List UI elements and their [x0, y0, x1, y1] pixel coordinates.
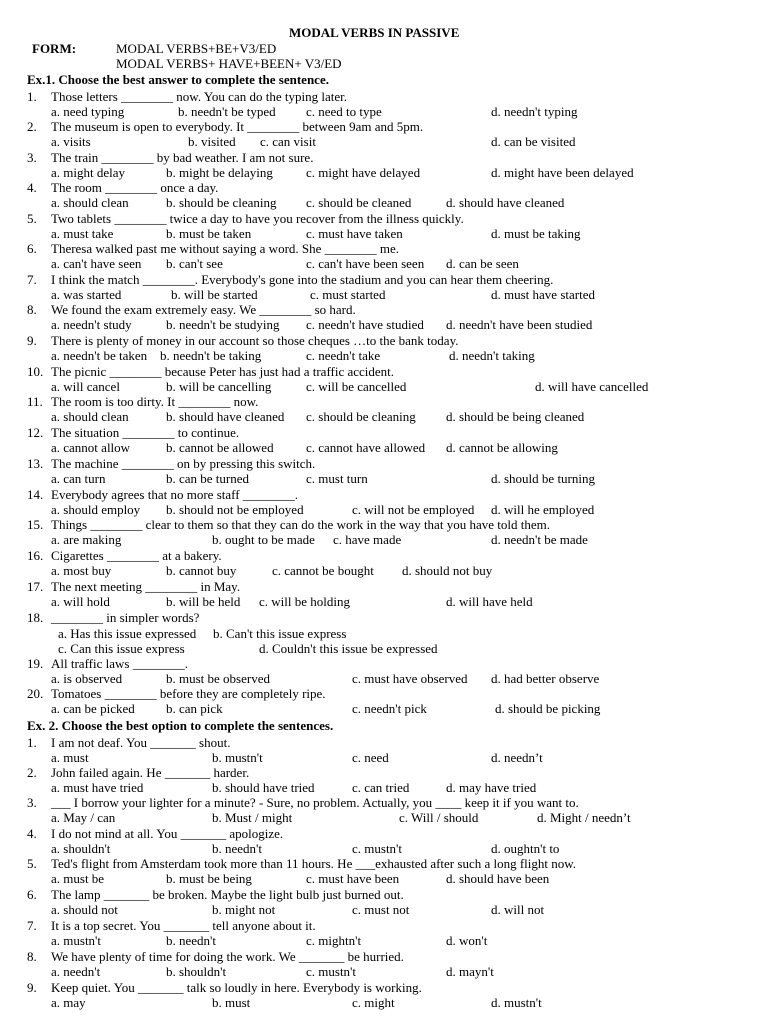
ex1-answer-option: c. must started [310, 287, 386, 302]
ex1-answer-option: c. have made [333, 532, 402, 547]
ex2-answer-option: d. may have tried [446, 780, 537, 795]
ex1-question-text: I think the match ________. Everybody's gone into the stadium and you can hear them cheering. [51, 272, 554, 287]
ex2-question-number: 8. [27, 949, 37, 964]
ex1-question-number: 16. [27, 548, 44, 563]
ex1-answer-option: d. might have been delayed [491, 165, 634, 180]
ex1-answer-option: c. might have delayed [306, 165, 421, 180]
ex1-answer-option: b. needn't be studying [166, 317, 280, 332]
ex1-answer-option: c. must turn [306, 471, 368, 486]
ex1-question-text: The situation ________ to continue. [51, 425, 240, 440]
ex1-answer-option: b. should not be employed [166, 502, 304, 517]
ex2-answer-option: d. Might / needn’t [537, 810, 631, 825]
ex2-answer-option: d. won't [446, 933, 488, 948]
ex1-question-number: 2. [27, 119, 37, 134]
ex1-question-text: We found the exam extremely easy. We ________ so hard. [51, 302, 356, 317]
ex2-answer-option: b. must [212, 995, 251, 1010]
ex2-answer-option: d. mayn't [446, 964, 494, 979]
ex1-answer-option: a. must take [51, 226, 114, 241]
ex1-answer-option: a. will hold [51, 594, 110, 609]
ex1-answer-option: c. cannot be bought [272, 563, 374, 578]
ex1-answer-option: c. will not be employed [352, 502, 475, 517]
ex1-answer-option: c. needn't have studied [306, 317, 424, 332]
ex1-question-number: 14. [27, 487, 44, 502]
ex2-answer-option: a. needn't [51, 964, 101, 979]
ex2-answer-option: b. must be being [166, 871, 252, 886]
ex2-question-text: I do not mind at all. You _______ apologize. [51, 826, 284, 841]
ex1-question-number: 3. [27, 150, 37, 165]
ex2-answer-option: d. will not [491, 902, 545, 917]
ex1-answer-option: a. most buy [51, 563, 112, 578]
ex1-question-number: 6. [27, 241, 37, 256]
ex1-answer-option: d. should have cleaned [446, 195, 565, 210]
ex2-answer-option: b. needn't [166, 933, 216, 948]
ex1-answer-option: a. needn't be taken [51, 348, 148, 363]
ex1-answer-option: a. is observed [51, 671, 123, 686]
ex1-answer-option: d. needn't be made [491, 532, 588, 547]
ex2-answer-option: c. mustn't [306, 964, 357, 979]
ex2-question-text: Keep quiet. You _______ talk so loudly in here. Everybody is working. [51, 980, 422, 995]
ex2-answer-option: b. needn't [212, 841, 262, 856]
ex2-answer-option: a. must be [51, 871, 105, 886]
ex1-question-number: 20. [27, 686, 44, 701]
exercise-2-heading: Ex. 2. Choose the best option to complete the sentences. [27, 718, 334, 733]
ex1-answer-option: b. visited [188, 134, 236, 149]
ex1-question-number: 15. [27, 517, 44, 532]
ex1-question-number: 13. [27, 456, 44, 471]
ex1-answer-option: d. must have started [491, 287, 595, 302]
ex1-answer-option: b. needn't be taking [160, 348, 262, 363]
ex2-answer-option: c. Will / should [399, 810, 479, 825]
ex1-answer-option: d. needn't have been studied [446, 317, 593, 332]
ex1-answer-option: c. can't have been seen [306, 256, 425, 271]
exercise-1-heading: Ex.1. Choose the best answer to complete the sentence. [27, 72, 329, 87]
ex1-question-text: The next meeting ________ in May. [51, 579, 241, 594]
ex2-answer-option: a. should not [51, 902, 118, 917]
ex1-answer-option: d. can be seen [446, 256, 519, 271]
ex2-answer-option: b. should have tried [212, 780, 315, 795]
ex1-answer-option: b. cannot be allowed [166, 440, 274, 455]
ex2-question-number: 4. [27, 826, 37, 841]
ex1-answer-option: c. should be cleaned [306, 195, 412, 210]
ex2-answer-option: b. shouldn't [166, 964, 227, 979]
ex1-answer-option: b. Can't this issue express [213, 626, 347, 641]
ex2-question-text: We have plenty of time for doing the work. We _______ be hurried. [51, 949, 404, 964]
ex1-question-number: 11. [27, 394, 43, 409]
ex1-question-text: The machine ________ on by pressing this switch. [51, 456, 316, 471]
ex1-question-number: 8. [27, 302, 37, 317]
ex1-question-text: The room is too dirty. It ________ now. [51, 394, 259, 409]
ex2-answer-option: a. mustn't [51, 933, 102, 948]
ex1-answer-option: d. should be turning [491, 471, 595, 486]
ex2-question-text: ___ I borrow your lighter for a minute? - Sure, no problem. Actually, you ____ keep it if you want to. [51, 795, 579, 810]
ex1-answer-option: b. will be held [166, 594, 241, 609]
page-title: MODAL VERBS IN PASSIVE [289, 25, 460, 40]
ex1-question-number: 9. [27, 333, 37, 348]
ex1-question-text: ________ in simpler words? [51, 610, 200, 625]
ex2-answer-option: c. must not [352, 902, 410, 917]
ex1-answer-option: a. needn't study [51, 317, 132, 332]
ex1-answer-option: c. needn't pick [352, 701, 427, 716]
ex1-question-text: Two tablets ________ twice a day to have you recover from the illness quickly. [51, 211, 464, 226]
ex1-question-number: 7. [27, 272, 37, 287]
ex1-question-text: Tomatoes ________ before they are completely ripe. [51, 686, 326, 701]
ex1-answer-option: b. can pick [166, 701, 223, 716]
ex2-answer-option: d. oughtn't to [491, 841, 560, 856]
ex2-answer-option: a. shouldn't [51, 841, 111, 856]
ex1-question-text: All traffic laws ________. [51, 656, 188, 671]
form-line-1: MODAL VERBS+BE+V3/ED [116, 41, 277, 56]
ex1-answer-option: d. will have held [446, 594, 533, 609]
ex1-answer-option: d. had better observe [491, 671, 600, 686]
ex1-answer-option: b. might be delaying [166, 165, 273, 180]
ex1-question-number: 19. [27, 656, 44, 671]
ex1-answer-option: d. Couldn't this issue be expressed [259, 641, 438, 656]
ex1-answer-option: c. can visit [260, 134, 316, 149]
ex1-answer-option: b. can't see [166, 256, 223, 271]
ex1-answer-option: a. should clean [51, 409, 129, 424]
ex1-question-number: 18. [27, 610, 44, 625]
ex1-question-number: 17. [27, 579, 44, 594]
ex1-answer-option: b. needn't be typed [178, 104, 276, 119]
ex1-answer-option: a. was started [51, 287, 122, 302]
ex1-question-number: 12. [27, 425, 44, 440]
ex1-question-number: 1. [27, 89, 37, 104]
ex1-question-number: 4. [27, 180, 37, 195]
ex1-answer-option: a. can turn [51, 471, 106, 486]
ex1-answer-option: a. need typing [51, 104, 125, 119]
ex2-answer-option: b. Must / might [212, 810, 293, 825]
ex1-answer-option: a. visits [51, 134, 91, 149]
ex1-question-text: The train ________ by bad weather. I am not sure. [51, 150, 314, 165]
ex1-answer-option: c. Can this issue express [58, 641, 185, 656]
ex1-answer-option: b. should have cleaned [166, 409, 285, 424]
ex2-answer-option: c. must have been [306, 871, 400, 886]
ex1-question-text: The picnic ________ because Peter has just had a traffic accident. [51, 364, 395, 379]
ex2-answer-option: a. must have tried [51, 780, 144, 795]
ex1-answer-option: a. are making [51, 532, 122, 547]
ex1-answer-option: d. will he employed [491, 502, 595, 517]
ex1-answer-option: c. will be holding [259, 594, 350, 609]
form-line-2: MODAL VERBS+ HAVE+BEEN+ V3/ED [116, 56, 342, 71]
ex1-question-text: The museum is open to everybody. It ________ between 9am and 5pm. [51, 119, 424, 134]
ex1-answer-option: b. can be turned [166, 471, 250, 486]
ex2-answer-option: d. mustn't [491, 995, 542, 1010]
ex2-answer-option: c. might [352, 995, 395, 1010]
ex1-answer-option: c. must have taken [306, 226, 403, 241]
ex2-question-text: John failed again. He _______ harder. [51, 765, 250, 780]
ex2-question-text: It is a top secret. You _______ tell anyone about it. [51, 918, 316, 933]
ex1-question-text: The room ________ once a day. [51, 180, 219, 195]
ex1-answer-option: b. must be observed [166, 671, 270, 686]
ex1-answer-option: a. will cancel [51, 379, 120, 394]
ex1-answer-option: c. cannot have allowed [306, 440, 426, 455]
ex1-question-text: Things ________ clear to them so that they can do the work in the way that you have told them. [51, 517, 550, 532]
ex1-answer-option: a. cannot allow [51, 440, 131, 455]
ex2-question-number: 9. [27, 980, 37, 995]
ex1-question-text: Those letters ________ now. You can do the typing later. [51, 89, 347, 104]
ex2-answer-option: d. needn’t [491, 750, 543, 765]
ex1-question-number: 10. [27, 364, 44, 379]
ex2-answer-option: a. May / can [51, 810, 116, 825]
ex2-answer-option: c. mustn't [352, 841, 403, 856]
ex1-answer-option: a. Has this issue expressed [58, 626, 197, 641]
ex2-question-text: Ted's flight from Amsterdam took more than 11 hours. He ___exhausted after such a long flight now. [51, 856, 577, 871]
ex1-answer-option: c. needn't take [306, 348, 381, 363]
ex2-answer-option: d. should have been [446, 871, 550, 886]
ex1-answer-option: c. must have observed [352, 671, 468, 686]
ex2-answer-option: c. mightn't [306, 933, 362, 948]
ex1-answer-option: b. cannot buy [166, 563, 237, 578]
ex1-answer-option: c. will be cancelled [306, 379, 407, 394]
ex2-question-number: 1. [27, 735, 37, 750]
ex2-question-number: 2. [27, 765, 37, 780]
ex1-answer-option: d. cannot be allowing [446, 440, 558, 455]
ex1-question-number: 5. [27, 211, 37, 226]
ex1-answer-option: b. ought to be made [212, 532, 315, 547]
ex1-answer-option: d. will have cancelled [535, 379, 649, 394]
ex1-answer-option: a. can't have seen [51, 256, 142, 271]
ex1-answer-option: b. must be taken [166, 226, 252, 241]
ex1-answer-option: a. should employ [51, 502, 141, 517]
ex1-answer-option: d. needn't typing [491, 104, 578, 119]
ex1-answer-option: d. should not buy [402, 563, 493, 578]
ex2-question-number: 7. [27, 918, 37, 933]
ex1-question-text: Everybody agrees that no more staff ________. [51, 487, 299, 502]
ex2-answer-option: b. mustn't [212, 750, 263, 765]
ex1-answer-option: d. must be taking [491, 226, 581, 241]
ex2-answer-option: a. may [51, 995, 86, 1010]
ex1-answer-option: d. needn't taking [449, 348, 535, 363]
ex1-answer-option: b. will be started [171, 287, 258, 302]
form-label: FORM: [32, 41, 77, 56]
ex1-answer-option: b. should be cleaning [166, 195, 277, 210]
ex2-question-number: 3. [27, 795, 37, 810]
ex1-answer-option: a. can be picked [51, 701, 135, 716]
ex1-answer-option: d. should be picking [495, 701, 601, 716]
ex1-answer-option: c. need to type [306, 104, 382, 119]
ex1-answer-option: a. might delay [51, 165, 126, 180]
ex2-question-text: I am not deaf. You _______ shout. [51, 735, 231, 750]
ex2-answer-option: c. can tried [352, 780, 410, 795]
ex2-answer-option: b. might not [212, 902, 276, 917]
ex2-answer-option: a. must [51, 750, 89, 765]
ex2-answer-option: c. need [352, 750, 389, 765]
ex1-answer-option: b. will be cancelling [166, 379, 272, 394]
ex2-question-number: 5. [27, 856, 37, 871]
ex1-answer-option: c. should be cleaning [306, 409, 416, 424]
ex1-question-text: There is plenty of money in our account so those cheques …to the bank today. [51, 333, 459, 348]
ex2-question-text: The lamp _______ be broken. Maybe the light bulb just burned out. [51, 887, 404, 902]
ex1-answer-option: d. should be being cleaned [446, 409, 585, 424]
ex1-question-text: Theresa walked past me without saying a word. She ________ me. [51, 241, 400, 256]
ex2-question-number: 6. [27, 887, 37, 902]
ex1-answer-option: a. should clean [51, 195, 129, 210]
ex1-answer-option: d. can be visited [491, 134, 576, 149]
ex1-question-text: Cigarettes ________ at a bakery. [51, 548, 222, 563]
